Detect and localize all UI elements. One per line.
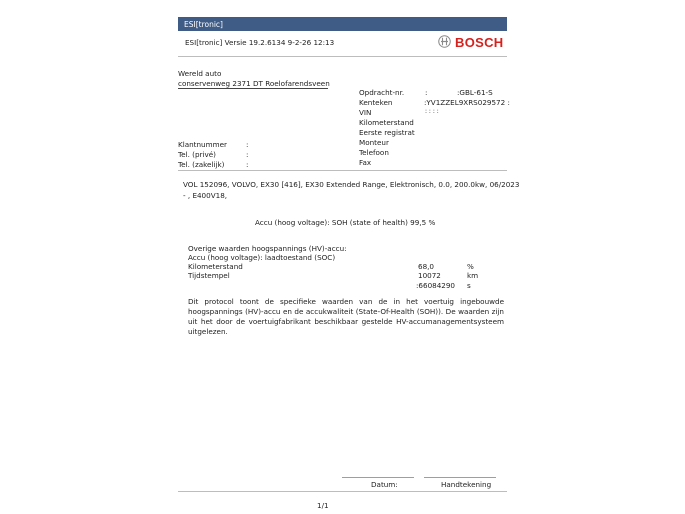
soh-result: Accu (hoog voltage): SOH (state of health) 99,5 % — [255, 218, 436, 227]
order-field-label: Opdracht-nr. — [359, 88, 405, 97]
title-bar — [178, 17, 507, 31]
value-row-unit: % — [467, 262, 474, 271]
value-row-unit: km — [467, 271, 479, 280]
customer-field-label: Tel. (zakelijk) — [178, 160, 225, 169]
order-field-label: VIN — [359, 108, 372, 117]
customer-field-label: Klantnummer — [178, 140, 227, 149]
order-field-colon: : — [425, 88, 428, 97]
order-field-value: :GBL-61-S — [457, 88, 493, 97]
value-row-value: 10072 — [418, 271, 441, 280]
signature-line — [424, 477, 496, 478]
protocol-description: Dit protocol toont de specifieke waarden van de in het voertuig ingebouwde hoogspannings (HV)-accu en de accukwaliteit (State-Of-Health (SOH)). De waarden zijn uit het door de voertuigfabrikant beschikbaar gestelde HV-accumanagementsysteem uitgelezen. — [188, 297, 504, 336]
bosch-armature-icon — [438, 35, 451, 48]
order-field-label: Kenteken — [359, 98, 393, 107]
bosch-logo — [438, 34, 508, 51]
date-label: Datum: — [371, 480, 398, 489]
order-field-value: : : : : — [425, 108, 439, 115]
signature-label: Handtekening — [441, 480, 492, 489]
footer-divider — [178, 491, 507, 492]
vehicle-line: - , E400V18, — [183, 191, 228, 200]
value-row-value: 68,0 — [418, 262, 435, 271]
customer-field-colon: : — [246, 140, 249, 149]
address-underline — [178, 88, 328, 89]
customer-field-colon: : — [246, 150, 249, 159]
order-field-label: Telefoon — [359, 148, 389, 157]
value-row-label: Kilometerstand — [188, 262, 243, 271]
page-number: 1/1 — [317, 501, 329, 510]
value-row-label: Accu (hoog voltage): laadtoestand (SOC) — [188, 253, 336, 262]
bosch-wordmark: BOSCH — [455, 35, 504, 50]
title-bar-label: ESI[tronic] — [184, 20, 223, 29]
section-divider — [178, 170, 507, 171]
order-field-label: Monteur — [359, 138, 389, 147]
vehicle-line: VOL 152096, VOLVO, EX30 [416], EX30 Extended Range, Elektronisch, 0.0, 200.0kw, 06/2023 — [183, 180, 520, 189]
value-row-unit: s — [467, 281, 471, 290]
customer-field-colon: : — [246, 160, 249, 169]
value-row-label: Tijdstempel — [188, 271, 230, 280]
order-field-value: :YV1ZZEL9XRS029572 : — [424, 98, 510, 107]
order-field-label: Fax — [359, 158, 372, 167]
order-field-label: Kilometerstand — [359, 118, 414, 127]
version-line: ESI[tronic] Versie 19.2.6134 9-2-26 12:13 — [185, 38, 335, 47]
customer-field-label: Tel. (privé) — [178, 150, 216, 159]
header-divider — [178, 56, 507, 57]
customer-address: conservenweg 2371 DT Roelofarendsveen — [178, 79, 330, 88]
date-line — [342, 477, 414, 478]
values-heading: Overige waarden hoogspannings (HV)-accu: — [188, 244, 347, 253]
value-row-value: :66084290 — [416, 281, 456, 290]
order-field-label: Eerste registrat — [359, 128, 415, 137]
customer-name: Wereld auto — [178, 69, 222, 78]
